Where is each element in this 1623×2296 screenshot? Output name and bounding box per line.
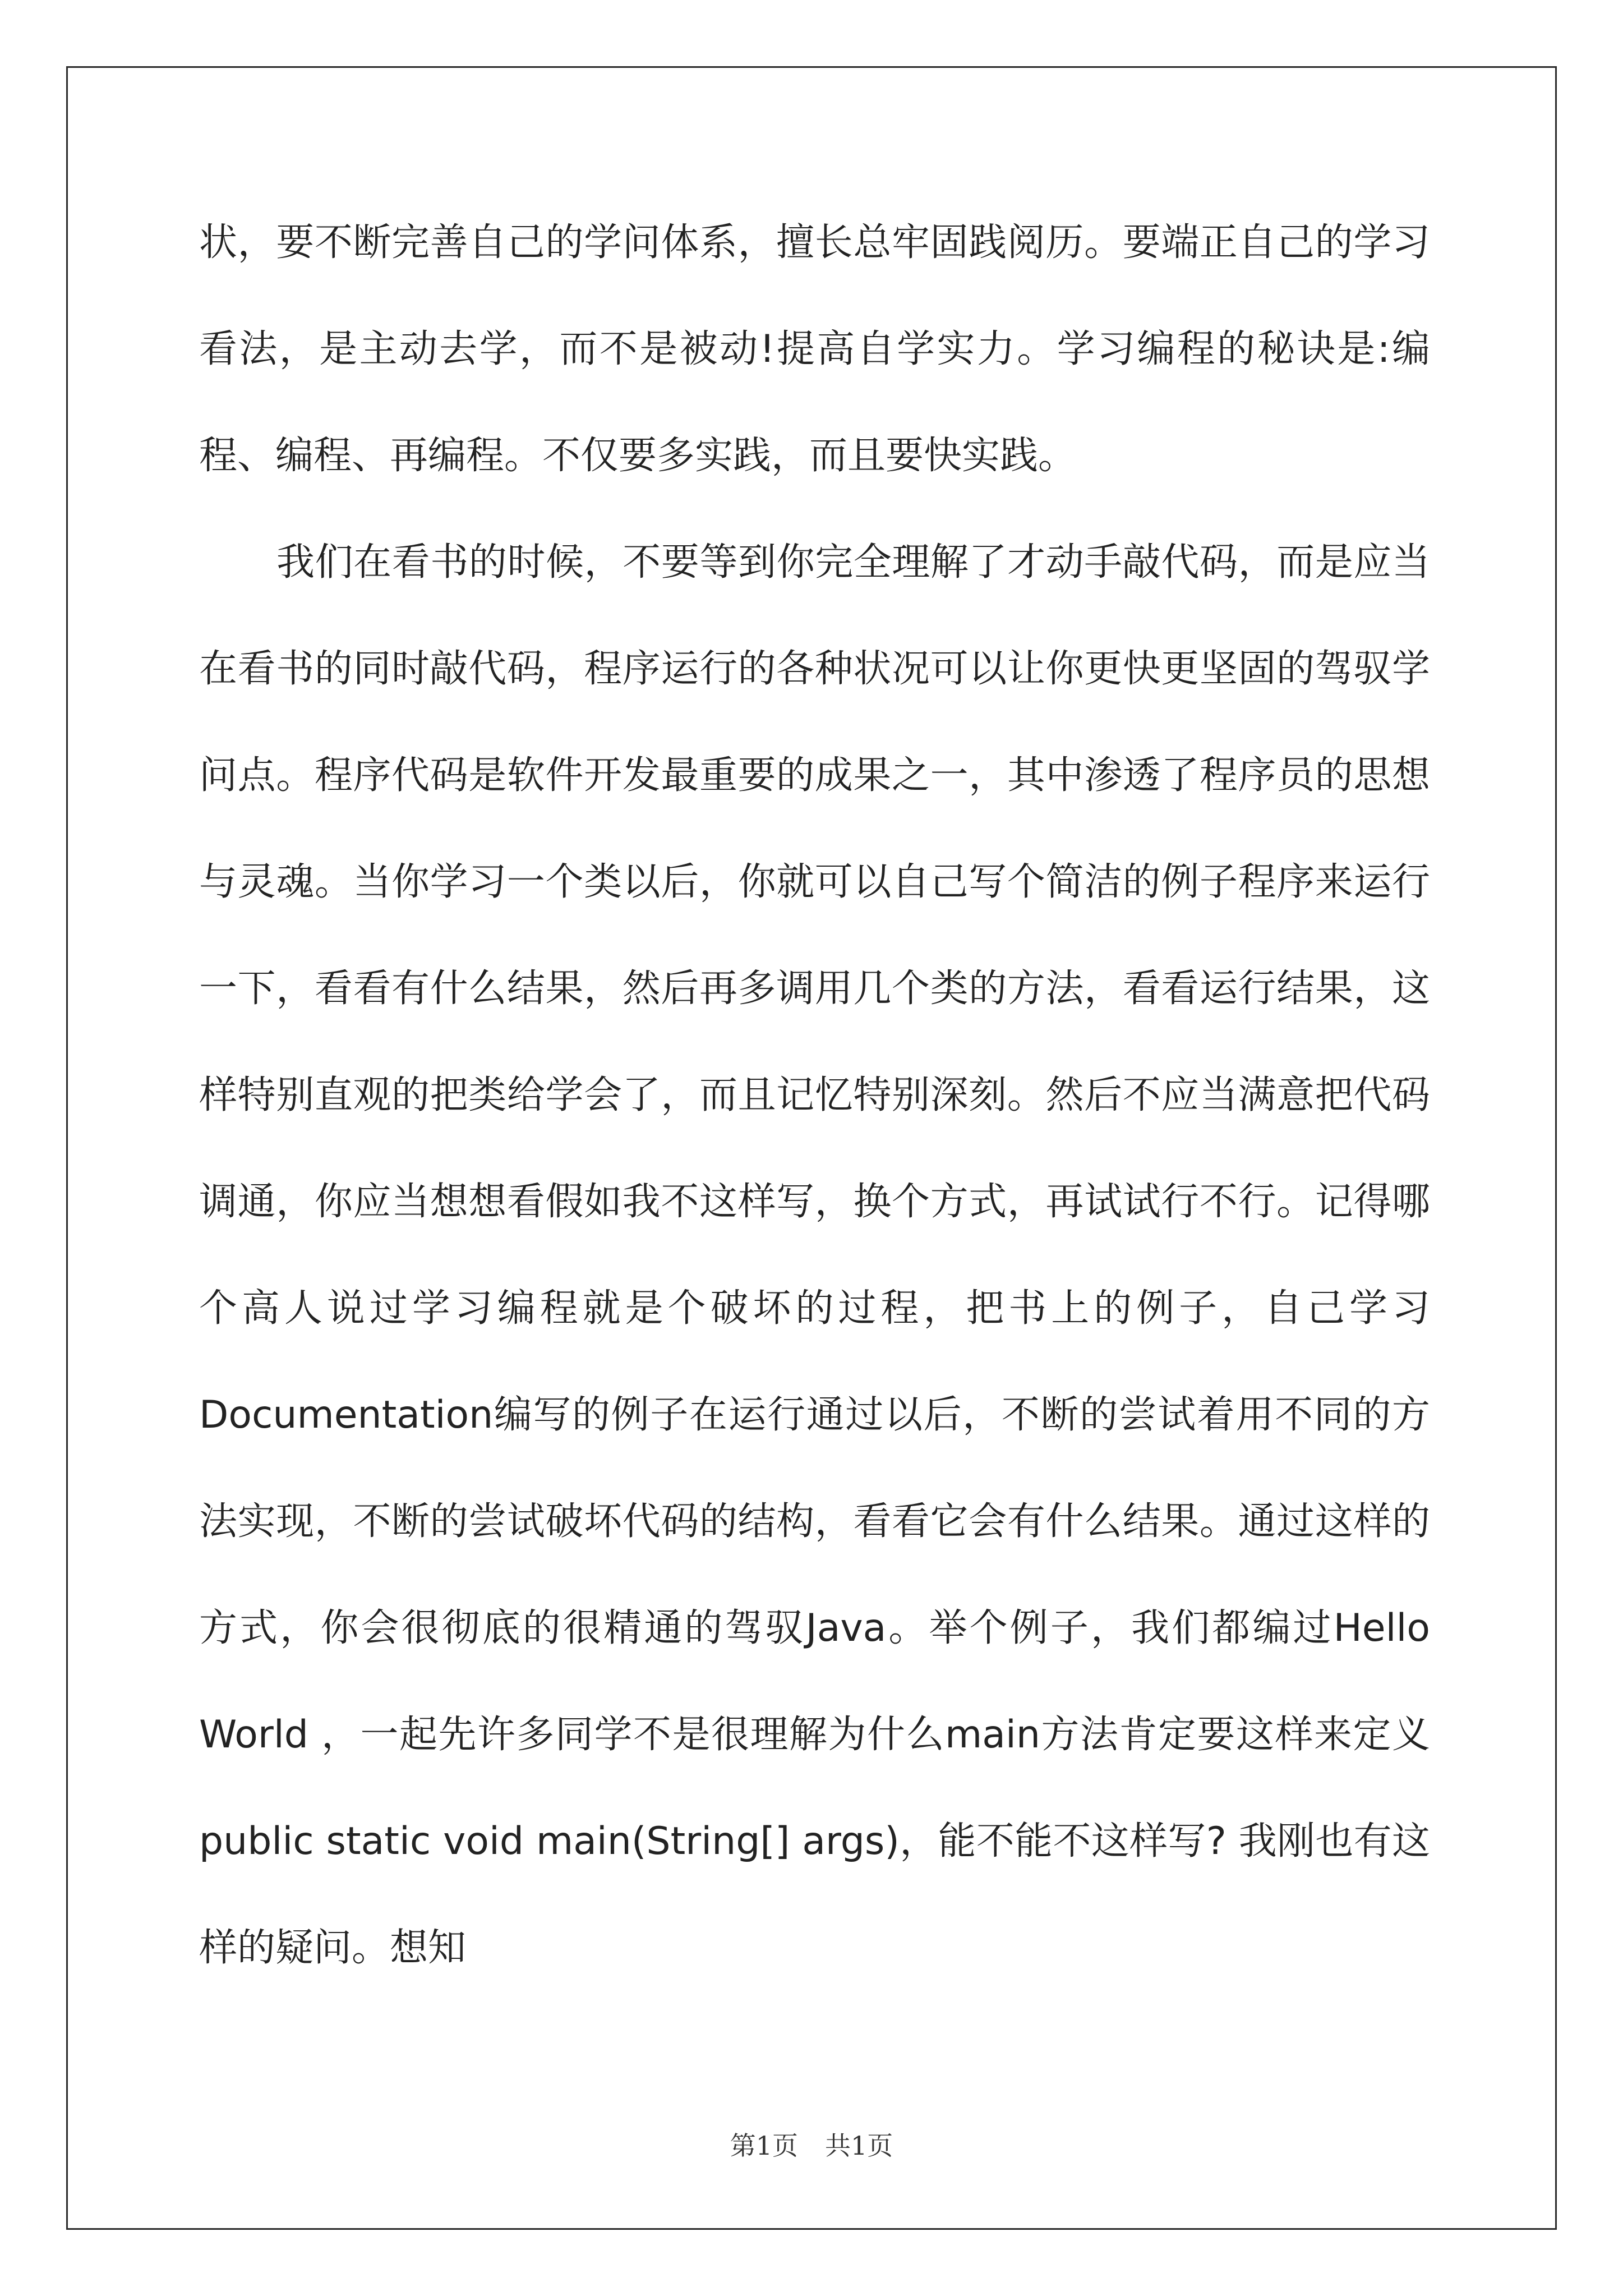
page-total: 共1页 (825, 2131, 893, 2161)
page-footer (0, 2129, 1623, 2162)
document-body (199, 190, 1430, 2001)
page-number: 第1页 (730, 2131, 798, 2161)
paragraph: 我们在看书的时候，不要等到你完全理解了才动手敲代码，而是应当在看书的同时敲代码，程序运行的各种状况可以让你更快更坚固的驾驭学问点。程序代码是软件开发最重要的成果之一，其中渗透了程序员的思想与灵魂。当你学习一个类以后，你就可以自己写个简洁的例子程序来运行一下，看看有什么结果，然后再多调用几个类的方法，看看运行结果，这样特别直观的把类给学会了，而且记忆特别深刻。然后不应当满意把代码调通，你应当想想看假如我不这样写，换个方式，再试试行不行。记得哪个高人说过学习编程就是个破坏的过程，把书上的例子，自己学习Documentation编写的例子在运行通过以后，不断的尝试着用不同的方法实现，不断的尝试破坏代码的结构，看看它会有什么结果。通过这样的方式，你会很彻底的很精通的驾驭Java。举个例子，我们都编过Hello World ，一起先许多同学不是很理解为什么main方法肯定要这样来定义public static void main(String[] args)，能不能不这样写? 我刚也有这样的疑问。想知 (199, 540, 1430, 1970)
paragraph: 状，要不断完善自己的学问体系，擅长总牢固践阅历。要端正自己的学习看法，是主动去学，而不是被动!提高自学实力。学习编程的秘诀是:编程、编程、再编程。不仅要多实践，而且要快实践。 (199, 220, 1430, 478)
